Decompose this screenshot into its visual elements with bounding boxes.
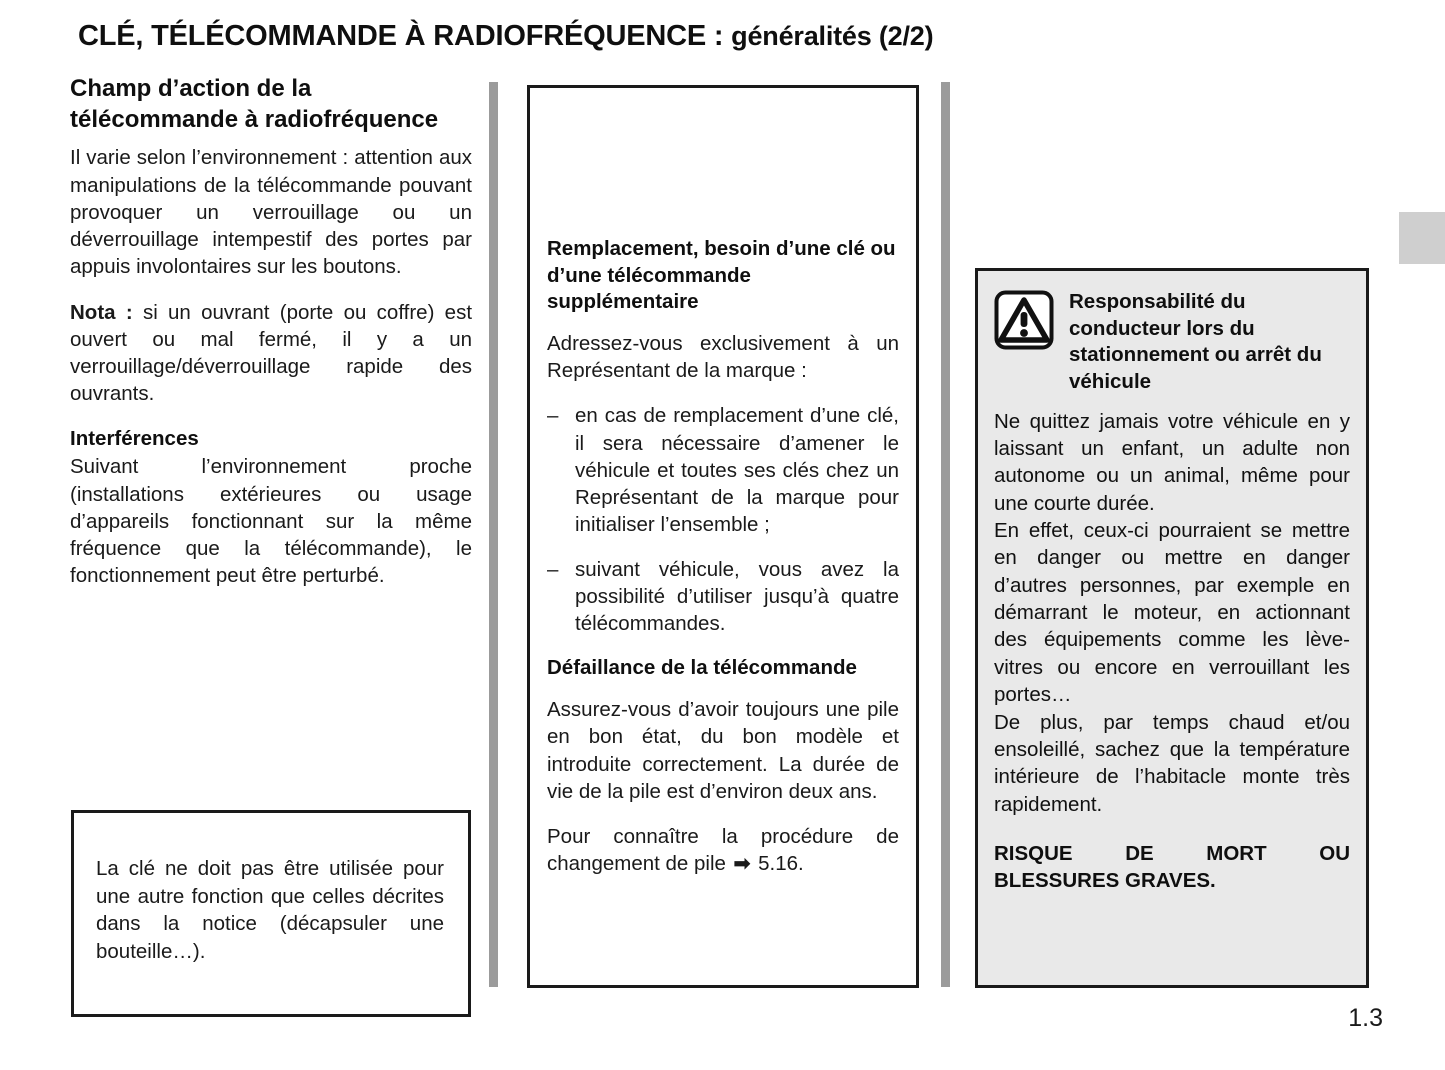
middle-column-paragraph-1: Assurez-vous d’avoir toujours une pile en bon état, du bon modèle et introduite correctement. La durée de vie de la pile est d’environ deux ans. [547, 698, 899, 803]
page-number: 1.3 [1348, 1004, 1383, 1032]
column-separator-left [489, 82, 498, 987]
left-column-subheading: Interférences [70, 426, 199, 450]
warning-header [994, 288, 1350, 396]
risk-statement-line-1: RISQUE DE MORT OU [994, 841, 1350, 865]
middle-column-heading: Remplacement, besoin d’une clé ou d’une télécommande supplémentaire [547, 237, 896, 314]
middle-column-paragraph-2-text: Pour connaître la procédure de changement de pile [547, 825, 899, 876]
middle-column-intro: Adressez-vous exclusivement à un Représentant de la marque : [547, 331, 899, 383]
middle-column-subheading: Défaillance de la télécommande [547, 656, 857, 680]
left-column-nota [70, 299, 472, 408]
warning-paragraph-1: Ne quittez jamais votre véhicule en y laissant un enfant, un adulte non autonome ou un animal, même pour une courte durée. [994, 409, 1350, 515]
middle-column-paragraph-2 [547, 823, 899, 878]
warning-paragraph-2: En effet, ceux-ci pourraient se mettre en danger ou mettre en danger d’autres personnes, par exemple en démarrant le moteur, en actionnant des équipements comme les lève-vitres ou encore en verrouillant les portes… [994, 519, 1350, 707]
middle-column-box [527, 85, 919, 988]
arrow-right-icon: ➡ [733, 853, 751, 876]
page-title-sub: généralités (2/2) [731, 21, 934, 51]
warning-box [975, 268, 1369, 988]
left-column-heading: Champ d’action de la télécommande à radiofréquence [70, 75, 439, 133]
warning-title: Responsabilité du conducteur lors du stationnement ou arrêt du véhicule [1069, 290, 1322, 393]
section-thumb-tab [1399, 212, 1445, 264]
middle-column-bullet-list [547, 402, 899, 637]
risk-statement [994, 840, 1350, 894]
cross-reference-page: 5.16. [752, 852, 804, 876]
nota-text: si un ouvrant (porte ou coffre) est ouvert ou mal fermé, il y a un verrouillage/déverrouillage rapide des ouvrants. [70, 300, 473, 406]
left-note-box [71, 810, 471, 1017]
list-item-text: suivant véhicule, vous avez la possibilité d’utiliser jusqu’à quatre télécommandes. [575, 557, 899, 636]
bullet-dash-marker: – [547, 557, 559, 581]
left-column-paragraph-1: Il varie selon l’environnement : attention aux manipulations de la télécommande pouvant provoquer un verrouillage ou un déverrouillage intempestif des portes par appuis involontaires sur les boutons. [70, 146, 472, 279]
left-note-box-text: La clé ne doit pas être utilisée pour une autre fonction que celles décrites dans la notice (décapsuler une bouteille…). [96, 857, 444, 964]
list-item-text: en cas de remplacement d’une clé, il sera nécessaire d’amener le véhicule et toutes ses clés chez un Représentant de la marque pour initialiser l’ensemble ; [575, 404, 899, 537]
list-item [547, 402, 899, 538]
page-title [78, 20, 1378, 53]
nota-label: Nota : [70, 300, 133, 324]
warning-triangle-icon [994, 290, 1054, 350]
risk-statement-line-2: BLESSURES GRAVES. [994, 869, 1216, 892]
bullet-dash-marker: – [547, 404, 559, 428]
column-separator-right [941, 82, 950, 987]
left-column-paragraph-2: Suivant l’environnement proche (installations extérieures ou usage d’appareils fonctionnant sur la même fréquence que la télécommande), le fonctionnement peut être perturbé. [70, 455, 472, 588]
page-title-main: CLÉ, TÉLÉCOMMANDE À RADIOFRÉQUENCE : [78, 20, 732, 52]
left-column [70, 74, 472, 590]
warning-paragraph-3: De plus, par temps chaud et/ou ensoleillé, sachez que la température intérieure de l’habitacle monte très rapidement. [994, 710, 1350, 816]
list-item [547, 556, 899, 638]
cross-reference [732, 852, 804, 875]
